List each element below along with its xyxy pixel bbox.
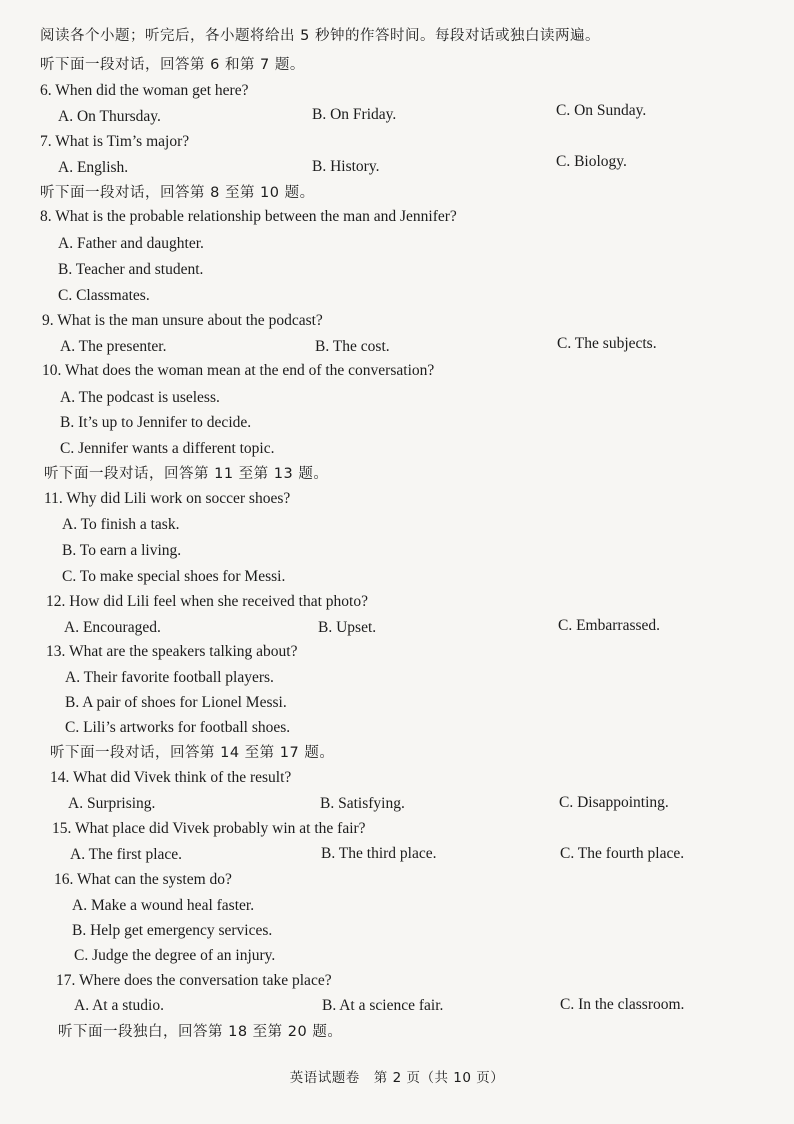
- question-17-stem: 17. Where does the conversation take place?: [56, 972, 332, 989]
- question-14-option-b: B. Satisfying.: [320, 795, 405, 812]
- question-6-option-a: A. On Thursday.: [58, 108, 161, 125]
- question-16-stem: 16. What can the system do?: [54, 871, 232, 888]
- question-7-option-a: A. English.: [58, 159, 129, 176]
- question-9-option-a: A. The presenter.: [60, 338, 167, 355]
- question-13-stem: 13. What are the speakers talking about?: [46, 643, 298, 660]
- question-12-stem: 12. How did Lili feel when she received that photo?: [46, 593, 368, 610]
- question-15-option-b: B. The third place.: [321, 845, 437, 862]
- question-9-option-c: C. The subjects.: [557, 335, 657, 352]
- instruction-dialog-3: 听下面一段对话，回答第 11 至第 13 题。: [44, 466, 329, 482]
- question-14-option-c: C. Disappointing.: [559, 794, 669, 811]
- question-8-option-c: C. Classmates.: [58, 287, 150, 304]
- question-11-option-c: C. To make special shoes for Messi.: [62, 568, 286, 585]
- question-12-option-c: C. Embarrassed.: [558, 617, 661, 634]
- question-15-option-c: C. The fourth place.: [560, 845, 685, 862]
- page-footer: 英语试题卷 第 2 页（共 10 页）: [289, 1070, 505, 1086]
- question-13-option-c: C. Lili’s artworks for football shoes.: [65, 719, 291, 736]
- question-6-option-b: B. On Friday.: [312, 106, 397, 123]
- question-12-option-a: A. Encouraged.: [64, 619, 161, 636]
- instruction-monologue: 听下面一段独白，回答第 18 至第 20 题。: [58, 1024, 343, 1040]
- question-14-stem: 14. What did Vivek think of the result?: [50, 769, 292, 786]
- instruction-dialog-1: 听下面一段对话，回答第 6 和第 7 题。: [40, 57, 305, 73]
- question-9-option-b: B. The cost.: [315, 338, 390, 355]
- question-13-option-b: B. A pair of shoes for Lionel Messi.: [65, 694, 287, 711]
- instruction-intro: 阅读各个小题；听完后，各小题将给出 5 秒钟的作答时间。每段对话或独白读两遍。: [40, 28, 600, 44]
- question-8-option-b: B. Teacher and student.: [58, 261, 204, 278]
- question-7-stem: 7. What is Tim’s major?: [40, 133, 190, 150]
- question-16-option-a: A. Make a wound heal faster.: [72, 897, 255, 914]
- question-7-option-c: C. Biology.: [556, 153, 627, 170]
- question-15-stem: 15. What place did Vivek probably win at the fair?: [52, 820, 366, 837]
- question-9-stem: 9. What is the man unsure about the podcast?: [42, 312, 323, 329]
- question-10-stem: 10. What does the woman mean at the end of the conversation?: [42, 362, 435, 379]
- question-11-option-b: B. To earn a living.: [62, 542, 182, 559]
- question-17-option-a: A. At a studio.: [74, 997, 164, 1014]
- question-15-option-a: A. The first place.: [70, 846, 183, 863]
- question-17-option-c: C. In the classroom.: [560, 996, 685, 1013]
- question-17-option-b: B. At a science fair.: [322, 997, 444, 1014]
- question-10-option-b: B. It’s up to Jennifer to decide.: [60, 414, 252, 431]
- question-7-option-b: B. History.: [312, 158, 380, 175]
- question-6-option-c: C. On Sunday.: [556, 102, 647, 119]
- question-13-option-a: A. Their favorite football players.: [65, 669, 274, 686]
- question-8-stem: 8. What is the probable relationship between the man and Jennifer?: [40, 208, 457, 225]
- question-16-option-c: C. Judge the degree of an injury.: [74, 947, 276, 964]
- question-10-option-a: A. The podcast is useless.: [60, 389, 220, 406]
- question-11-option-a: A. To finish a task.: [62, 516, 180, 533]
- instruction-dialog-4: 听下面一段对话，回答第 14 至第 17 题。: [50, 745, 335, 761]
- question-10-option-c: C. Jennifer wants a different topic.: [60, 440, 275, 457]
- question-11-stem: 11. Why did Lili work on soccer shoes?: [44, 490, 291, 507]
- question-14-option-a: A. Surprising.: [68, 795, 156, 812]
- question-16-option-b: B. Help get emergency services.: [72, 922, 273, 939]
- instruction-dialog-2: 听下面一段对话，回答第 8 至第 10 题。: [40, 185, 315, 201]
- question-8-option-a: A. Father and daughter.: [58, 235, 204, 252]
- question-6-stem: 6. When did the woman get here?: [40, 82, 249, 99]
- question-12-option-b: B. Upset.: [318, 619, 377, 636]
